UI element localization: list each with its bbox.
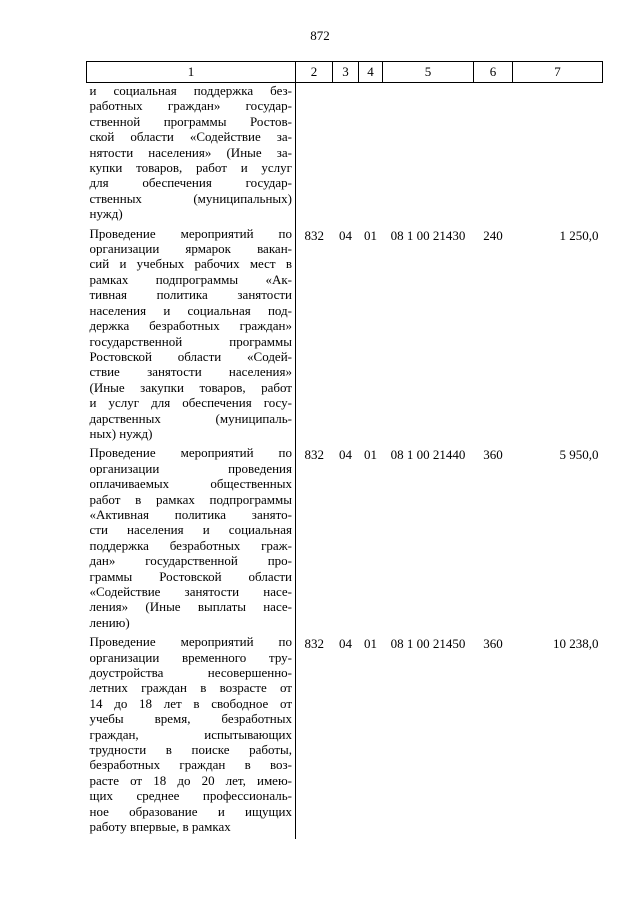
code-expense-type bbox=[474, 83, 513, 226]
row-name-line: доустройства несовершенно- bbox=[89, 665, 292, 681]
table-row bbox=[87, 634, 603, 838]
row-name-line: и социальная поддержка без- bbox=[89, 83, 292, 98]
row-name-line: тивная политика занятости bbox=[89, 287, 292, 303]
column-header: 6 bbox=[474, 62, 513, 83]
row-name-line: дан» государственной про- bbox=[89, 553, 292, 569]
row-name-line: Проведение мероприятий по bbox=[89, 634, 292, 650]
column-header: 1 bbox=[87, 62, 296, 83]
row-name-line: рамках подпрограммы «Ак- bbox=[89, 271, 292, 287]
row-name-line: ствие занятости населения» bbox=[89, 364, 292, 380]
code-ministry: 832 bbox=[304, 227, 324, 243]
row-name bbox=[87, 226, 296, 446]
row-name-line: учебы время, безработных bbox=[89, 711, 292, 727]
page-number: 872 bbox=[310, 28, 330, 43]
code-expense-type: 240 bbox=[483, 227, 503, 243]
row-name-line: работ в рамках подпрограммы bbox=[89, 491, 292, 507]
row-name-line: населения и социальная под- bbox=[89, 302, 292, 318]
row-name-line: щих среднее профессиональ- bbox=[89, 788, 292, 804]
table-row bbox=[87, 83, 603, 226]
row-name-line: ных) нужд) bbox=[89, 425, 153, 441]
row-name-line: организации временного тру- bbox=[89, 649, 292, 665]
code-section bbox=[333, 83, 359, 226]
column-header: 7 bbox=[513, 62, 603, 83]
row-name-line: безработных граждан в воз- bbox=[89, 757, 292, 773]
row-name-line: нужд) bbox=[89, 206, 123, 222]
row-name-line: (Иные закупки товаров, работ bbox=[89, 379, 292, 395]
row-name-line: работных граждан» государ- bbox=[89, 98, 292, 114]
code-target-article: 08 1 00 21440 bbox=[390, 447, 466, 463]
amount: 10 238,0 bbox=[553, 636, 599, 652]
row-name-line: купки товаров, работ и услуг bbox=[89, 160, 292, 176]
row-name-line: летних граждан в возрасте от bbox=[89, 680, 292, 696]
row-name-line: ления» (Иные выплаты насе- bbox=[89, 599, 292, 615]
code-ministry bbox=[296, 83, 333, 226]
code-ministry: 832 bbox=[304, 636, 324, 652]
code-ministry: 832 bbox=[304, 447, 324, 463]
row-name-line: организации проведения bbox=[89, 460, 292, 476]
header-row bbox=[87, 62, 603, 83]
table-row bbox=[87, 445, 603, 634]
row-name-line: и услуг для обеспечения госу- bbox=[89, 395, 292, 411]
row-name-line: трудности в поиске работы, bbox=[89, 742, 292, 758]
code-section: 04 bbox=[339, 636, 352, 652]
row-name-line: поддержка безработных граж- bbox=[89, 537, 292, 553]
row-name-line: ное образование и ищущих bbox=[89, 803, 292, 819]
row-name-line: ской области «Содействие за- bbox=[89, 129, 292, 145]
row-name bbox=[87, 634, 296, 838]
code-subsection: 01 bbox=[364, 447, 377, 463]
column-header: 2 bbox=[296, 62, 333, 83]
row-name-line: ственных (муниципальных) bbox=[89, 190, 292, 206]
code-subsection: 01 bbox=[364, 636, 377, 652]
row-name-line: Ростовской области «Содей- bbox=[89, 348, 292, 364]
row-name-line: граммы Ростовской области bbox=[89, 568, 292, 584]
row-name-line: сти населения и социальная bbox=[89, 522, 292, 538]
row-name-line: «Содействие занятости насе- bbox=[89, 584, 292, 599]
amount: 5 950,0 bbox=[559, 447, 599, 463]
row-name-line: «Активная политика занято- bbox=[89, 506, 292, 522]
row-name-line: ственной программы Ростов- bbox=[89, 113, 292, 129]
code-target-article: 08 1 00 21430 bbox=[390, 227, 466, 243]
code-section: 04 bbox=[339, 447, 352, 463]
code-section: 04 bbox=[339, 227, 352, 243]
amount: 1 250,0 bbox=[559, 227, 599, 243]
code-expense-type: 360 bbox=[483, 636, 503, 652]
row-name bbox=[87, 83, 296, 226]
row-name-line: лению) bbox=[89, 614, 130, 630]
row-name-line: работу впервые, в рамках bbox=[89, 819, 231, 835]
row-name-line: сий и учебных рабочих мест в bbox=[89, 256, 292, 272]
row-name-line: 14 до 18 лет в свободное от bbox=[89, 695, 292, 711]
row-name-line: держка безработных граждан» bbox=[89, 318, 292, 334]
row-name-line: для обеспечения государ- bbox=[89, 175, 292, 191]
amount bbox=[513, 83, 603, 226]
row-name-line: граждан, испытывающих bbox=[89, 726, 292, 742]
table-row bbox=[87, 226, 603, 446]
column-header: 4 bbox=[359, 62, 383, 83]
code-subsection bbox=[359, 83, 383, 226]
row-name bbox=[87, 445, 296, 634]
budget-table bbox=[86, 61, 603, 839]
code-expense-type: 360 bbox=[483, 447, 503, 463]
row-name-line: государственной программы bbox=[89, 333, 292, 349]
row-name-line: расте от 18 до 20 лет, имею- bbox=[89, 772, 292, 788]
row-name-line: нятости населения» (Иные за- bbox=[89, 144, 292, 160]
code-target-article: 08 1 00 21450 bbox=[390, 636, 466, 652]
row-name-line: Проведение мероприятий по bbox=[89, 225, 292, 241]
row-name-line: дарственных (муниципаль- bbox=[89, 410, 292, 426]
row-name-line: Проведение мероприятий по bbox=[89, 445, 292, 461]
column-header: 3 bbox=[333, 62, 359, 83]
row-name-line: оплачиваемых общественных bbox=[89, 476, 292, 492]
row-name-line: организации ярмарок вакан- bbox=[89, 241, 292, 257]
code-target-article bbox=[383, 83, 474, 226]
column-header: 5 bbox=[383, 62, 474, 83]
code-subsection: 01 bbox=[364, 227, 377, 243]
